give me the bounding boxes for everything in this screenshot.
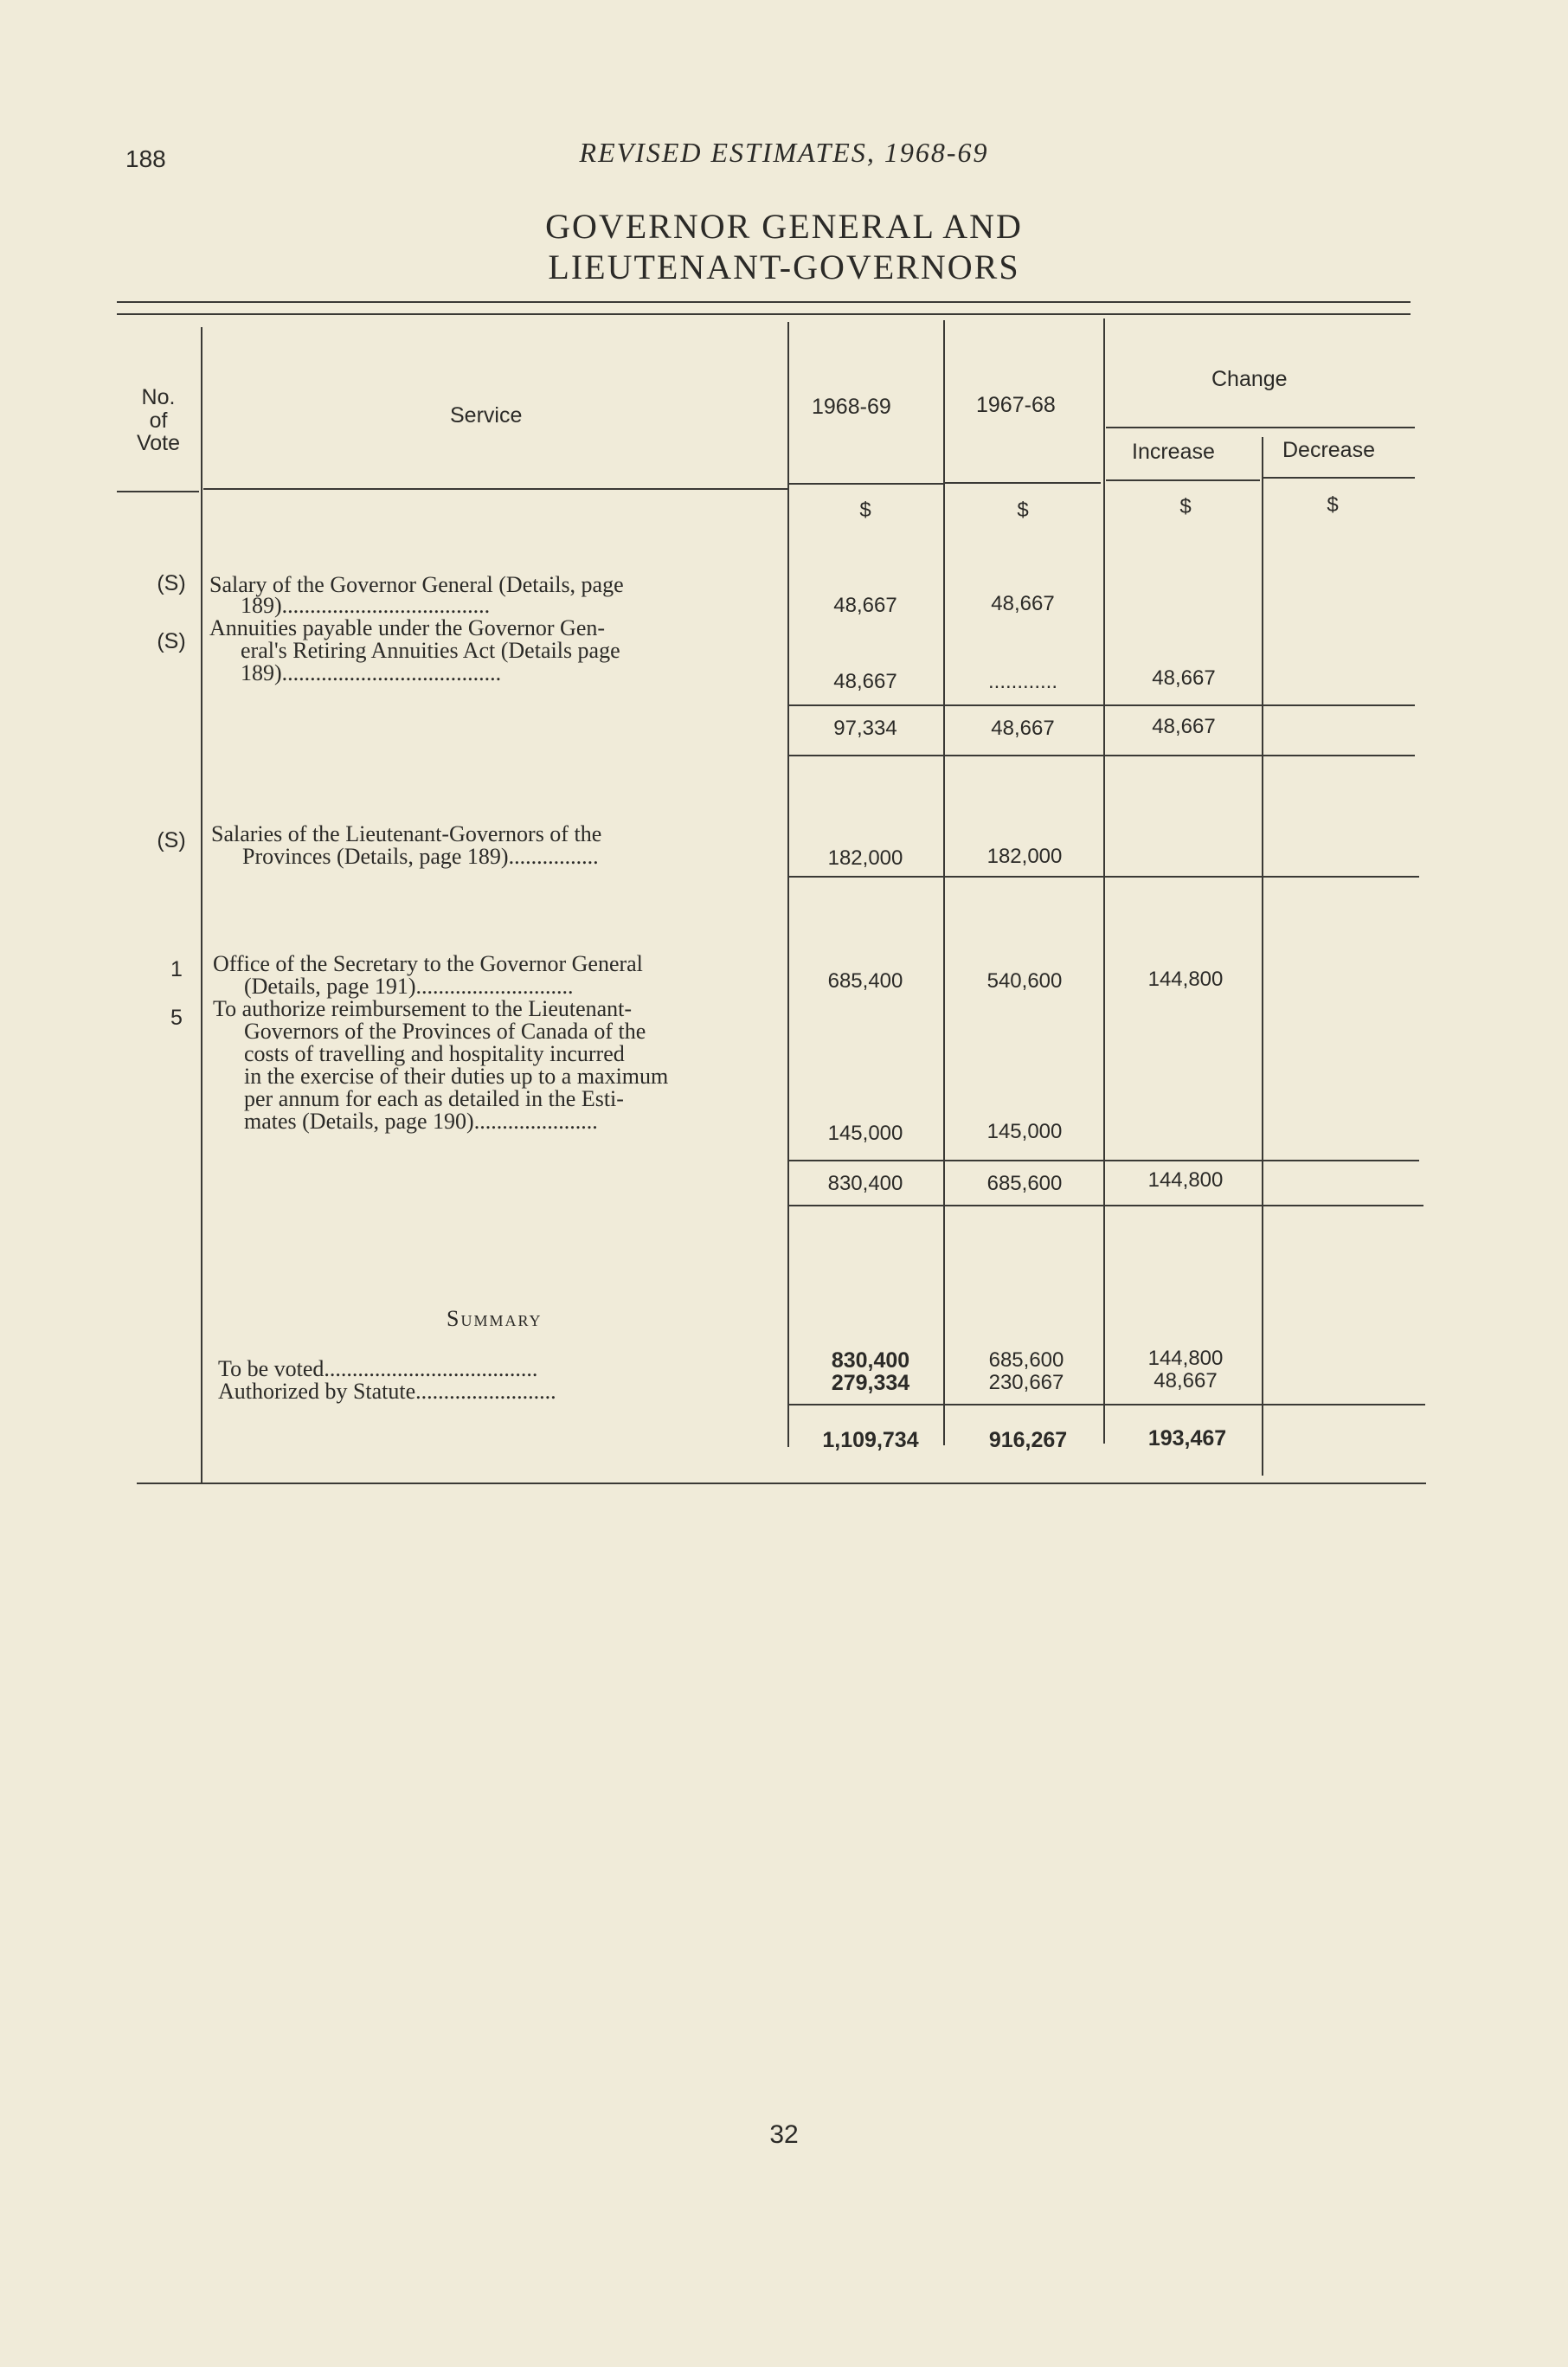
- total-increase: 193,467: [1147, 1426, 1227, 1450]
- table-top-rule-2: [117, 313, 1411, 315]
- running-head: REVISED ESTIMATES, 1968-69: [579, 137, 989, 168]
- service-description: 189).....................................: [241, 594, 491, 618]
- header-service: Service: [450, 403, 523, 428]
- subtotal-1967: 685,600: [986, 1172, 1063, 1195]
- table-top-rule: [117, 301, 1411, 303]
- summary-row-label: Authorized by Statute.........................: [218, 1380, 556, 1404]
- vote-number: (S): [157, 571, 186, 595]
- service-description: 189).......................................: [241, 661, 502, 685]
- amount-1967: 540,600: [986, 969, 1063, 993]
- subtotal-1968: 97,334: [833, 717, 897, 740]
- amount-1968: 48,667: [833, 670, 897, 693]
- amount-1967: 48,667: [991, 592, 1055, 615]
- currency-1967: $: [1017, 498, 1029, 522]
- page-title-line-2: LIEUTENANT-GOVERNORS: [548, 248, 1020, 286]
- service-description: costs of travelling and hospitality incurred: [244, 1041, 625, 1066]
- amount-1967: ............: [987, 670, 1057, 693]
- summary-row-label: To be voted......................................: [218, 1357, 538, 1381]
- page-title-line-1: GOVERNOR GENERAL AND: [545, 207, 1023, 246]
- amount-1968: 685,400: [827, 969, 903, 993]
- header-change: Change: [1211, 367, 1288, 391]
- service-description: Annuities payable under the Governor Gen-: [209, 615, 606, 640]
- vote-number: (S): [157, 629, 186, 653]
- service-description: eral's Retiring Annuities Act (Details page: [241, 638, 620, 663]
- subtotal-increase: 48,667: [1152, 715, 1216, 738]
- service-description: mates (Details, page 190)......................: [244, 1110, 598, 1134]
- subtotal-increase: 144,800: [1147, 1168, 1224, 1192]
- vote-number: 5: [170, 1006, 183, 1030]
- service-description: To authorize reimbursement to the Lieutenant-: [213, 996, 633, 1021]
- subtotal-1967: 48,667: [991, 717, 1055, 740]
- vline-decrease-left: [1262, 437, 1263, 1476]
- header-rule-vote: [117, 491, 199, 492]
- summary-amount-1968: 830,400: [831, 1348, 910, 1373]
- total-1967: 916,267: [988, 1428, 1068, 1452]
- summary-amount-1968: 279,334: [831, 1371, 910, 1395]
- amount-1968: 145,000: [827, 1122, 903, 1145]
- summary-heading: Summary: [447, 1306, 543, 1331]
- header-vote-of: of: [149, 408, 168, 433]
- rule-subtotal-1-bottom: [789, 755, 1415, 756]
- vote-number: (S): [157, 828, 186, 852]
- currency-decrease: $: [1327, 493, 1339, 517]
- vline-service-left: [201, 327, 202, 1483]
- service-description: (Details, page 191)............................: [244, 974, 574, 999]
- service-description: Provinces (Details, page 189)................: [242, 845, 599, 869]
- summary-amount-1967: 230,667: [988, 1371, 1064, 1394]
- service-description: Governors of the Provinces of Canada of the: [244, 1019, 646, 1044]
- header-rule-1968: [789, 483, 943, 485]
- amount-1967: 145,000: [986, 1120, 1063, 1143]
- amount-1967: 182,000: [986, 845, 1063, 868]
- vline-increase-left: [1103, 318, 1105, 1444]
- currency-increase: $: [1179, 495, 1192, 518]
- page-number: 188: [125, 145, 166, 172]
- amount-increase: 144,800: [1147, 968, 1224, 991]
- header-rule-1967: [945, 482, 1101, 484]
- rule-subtotal-1-top: [789, 704, 1415, 706]
- subtotal-1968: 830,400: [827, 1172, 903, 1195]
- header-vote-no: No.: [141, 385, 176, 409]
- header-increase: Increase: [1132, 440, 1215, 464]
- header-vote-vote: Vote: [136, 431, 181, 455]
- change-rule: [1106, 427, 1415, 428]
- total-1968: 1,109,734: [822, 1428, 919, 1452]
- rule-section-2-bottom: [789, 876, 1419, 878]
- rule-total-top: [789, 1404, 1425, 1405]
- vline-1967-left: [943, 320, 945, 1445]
- header-rule-increase: [1106, 479, 1260, 481]
- summary-amount-increase: 48,667: [1154, 1369, 1218, 1393]
- amount-1968: 48,667: [833, 594, 897, 617]
- currency-1968: $: [859, 498, 871, 522]
- service-description: Salaries of the Lieutenant-Governors of the: [211, 821, 602, 846]
- service-description: per annum for each as detailed in the Esti-: [244, 1086, 624, 1111]
- service-description: Salary of the Governor General (Details, page: [209, 572, 624, 597]
- amount-increase: 48,667: [1152, 666, 1216, 690]
- header-decrease: Decrease: [1282, 438, 1375, 462]
- vline-1968-left: [787, 322, 789, 1447]
- summary-amount-1967: 685,600: [988, 1348, 1064, 1372]
- bottom-page-number: 32: [769, 2120, 799, 2149]
- amount-1968: 182,000: [827, 846, 903, 870]
- service-description: Office of the Secretary to the Governor General: [213, 951, 643, 976]
- vote-number: 1: [170, 957, 183, 981]
- rule-subtotal-2-top: [789, 1160, 1419, 1161]
- table-bottom-rule: [137, 1483, 1426, 1484]
- service-description: in the exercise of their duties up to a maximum: [244, 1064, 669, 1089]
- summary-amount-increase: 144,800: [1147, 1347, 1224, 1370]
- rule-subtotal-2-bottom: [789, 1205, 1423, 1206]
- header-1968-69: 1968-69: [812, 395, 891, 419]
- header-rule-decrease: [1263, 477, 1415, 479]
- header-1967-68: 1967-68: [976, 393, 1056, 417]
- header-rule-service: [203, 488, 787, 490]
